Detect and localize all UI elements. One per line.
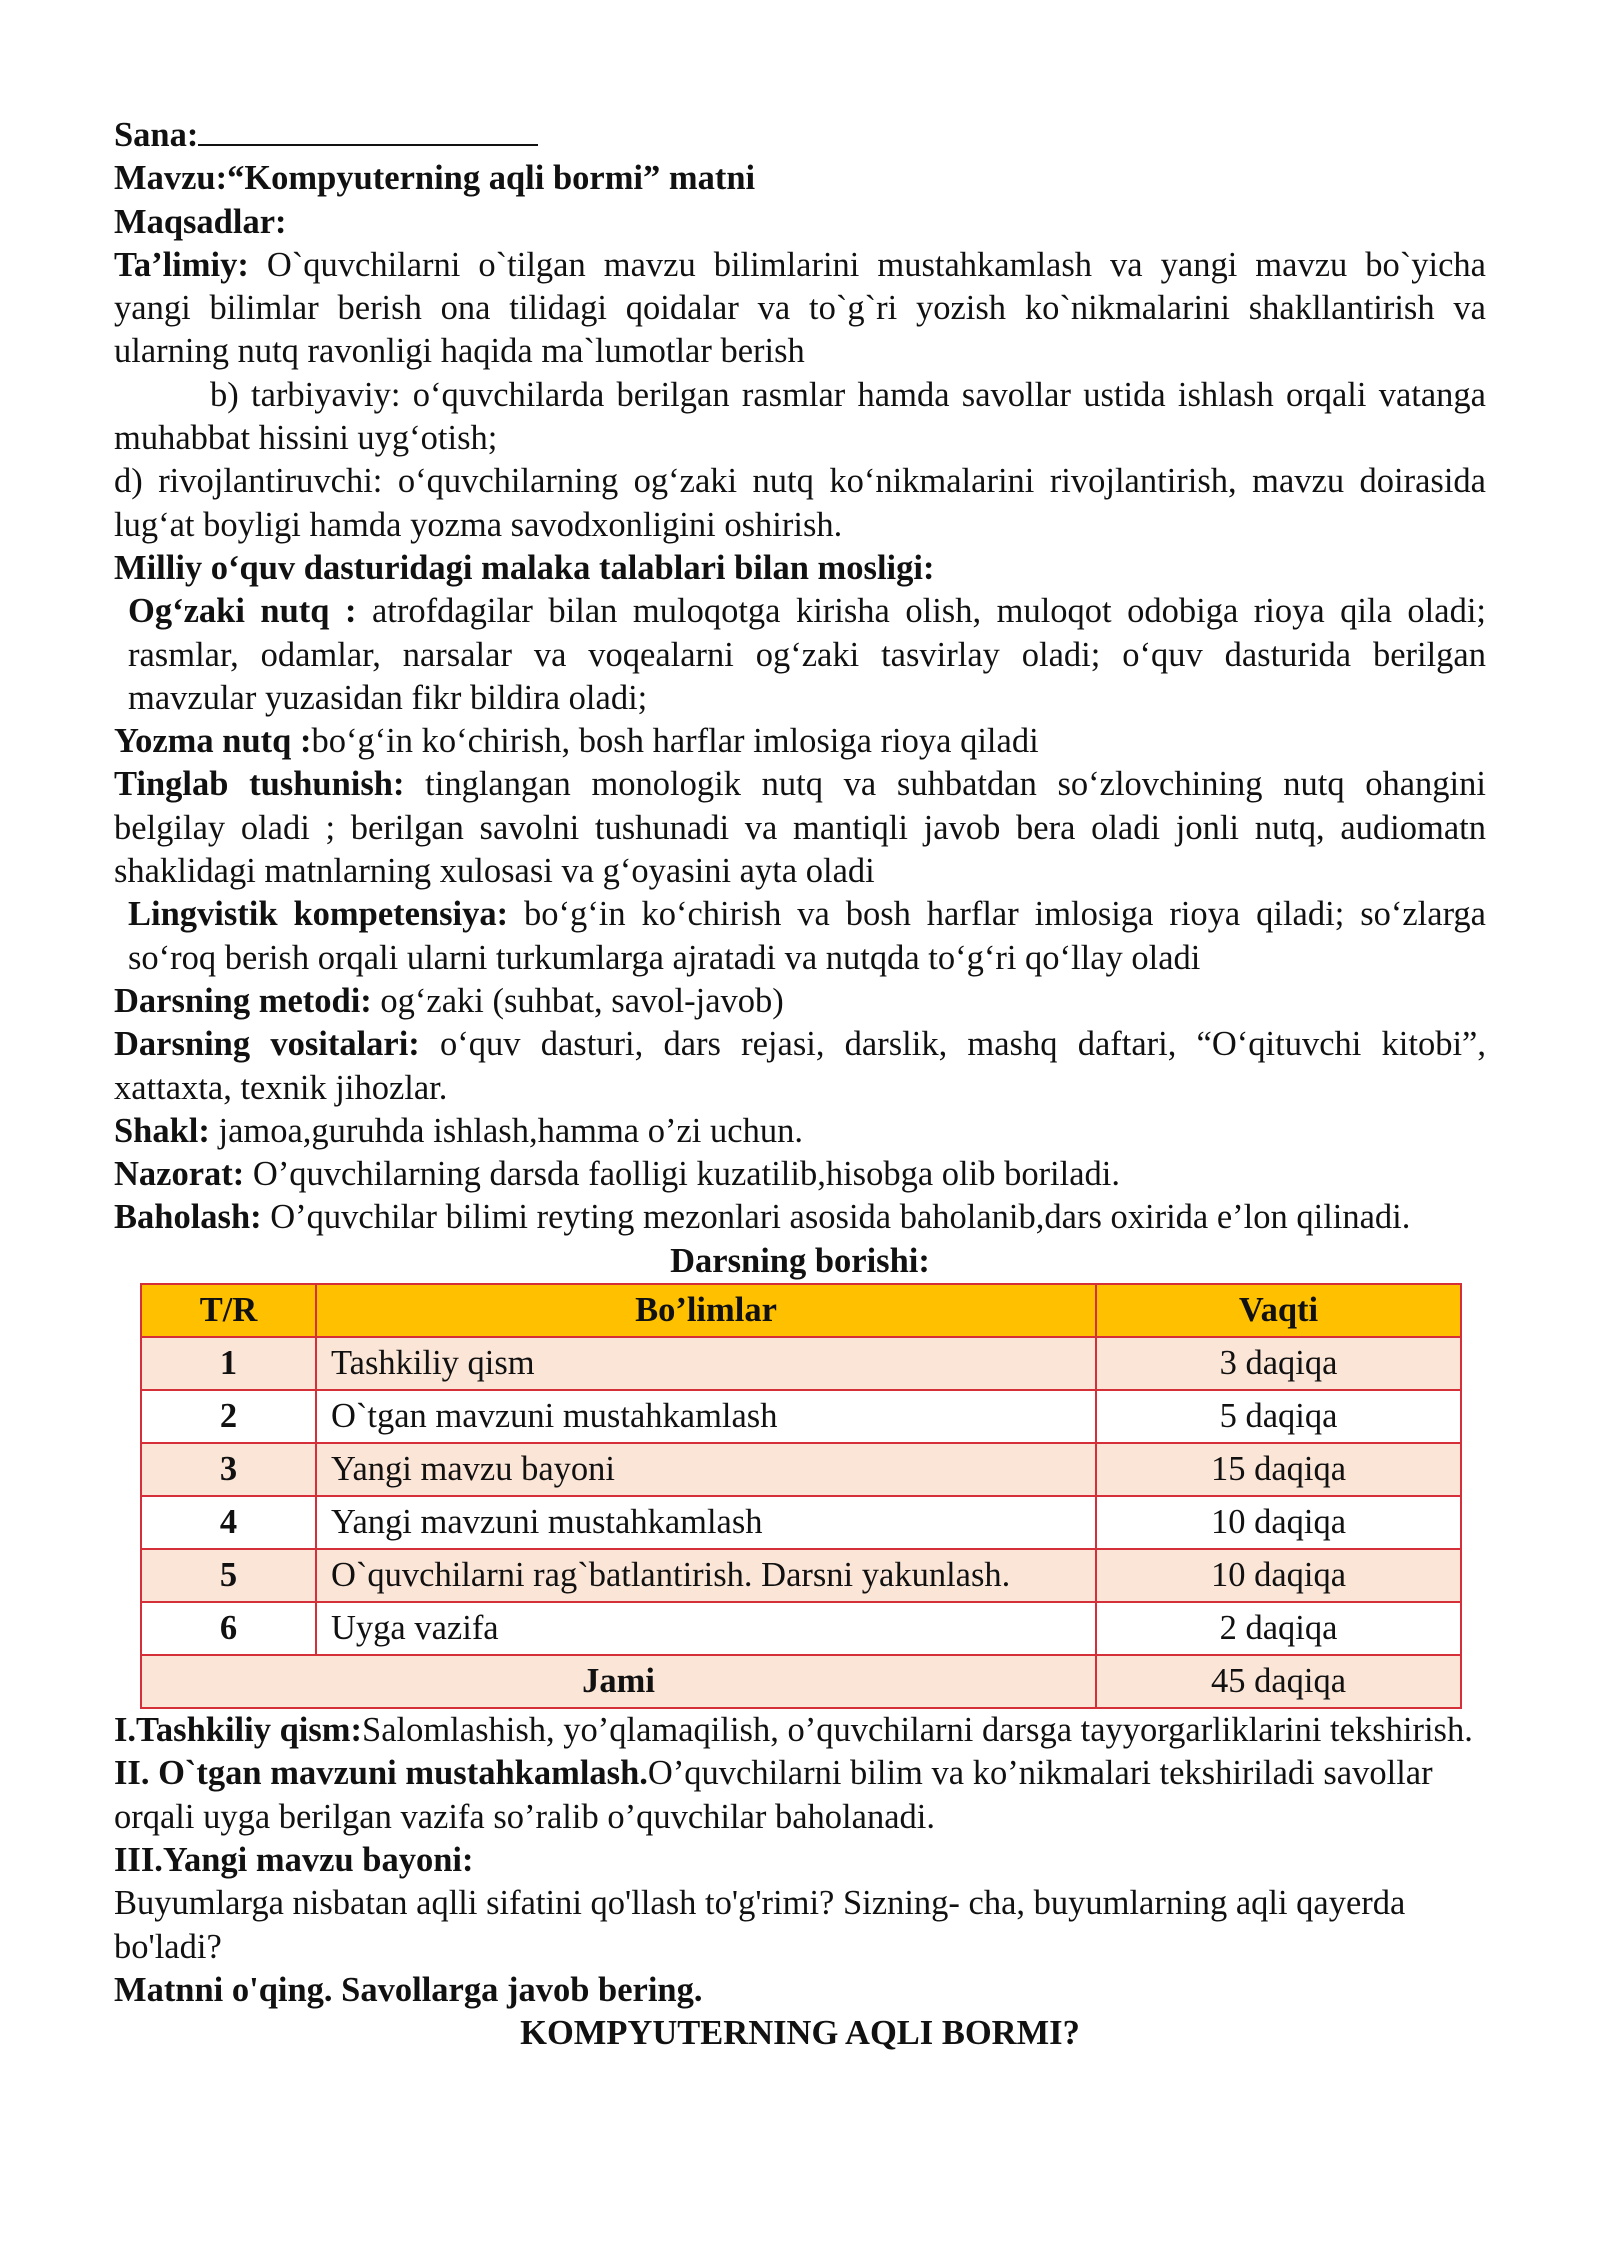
listening-text: tinglangan monologik nutq va suhbatdan so‘zlovchining nutq ohangini belgilay oladi ; berilgan savolni tushunadi va mantiqli javob bera oladi jonli nutq, audiomatn shaklidagi matnlarning xulosasi va g‘oyasini ayta oladi	[114, 765, 1486, 891]
review-part-text: O’quvchilarni bilim va ko’nikmalari tekshiriladi savollar orqali uyga berilgan vazifa so’ralib o’quvchilar baholanadi.	[114, 1754, 1433, 1836]
row-number: 2	[141, 1390, 316, 1443]
row-number: 4	[141, 1496, 316, 1549]
document-page	[114, 112, 1486, 2055]
date-blank	[198, 112, 538, 146]
control-text: O’quvchilarning darsda faolligi kuzatilib,hisobga olib boriladi.	[252, 1155, 1121, 1194]
table-row	[141, 1602, 1461, 1655]
educational-goal	[114, 244, 1486, 374]
form	[114, 1110, 1486, 1153]
linguistic-label: Lingvistik kompetensiya:	[128, 895, 509, 934]
form-text: jamoa,guruhda ishlash,hamma o’zi uchun.	[218, 1111, 803, 1150]
written-speech-text: bo‘g‘in ko‘chirish, bosh harflar imlosiga rioya qiladi	[311, 722, 1039, 761]
date-label: Sana:	[114, 116, 199, 154]
table-row	[141, 1496, 1461, 1549]
organizational-part-label: I.Tashkiliy qism:	[114, 1711, 363, 1750]
date-line	[114, 112, 1486, 157]
table-row	[141, 1337, 1461, 1390]
question-text: Buyumlarga nisbatan aqlli sifatini qo'llash to'g'rimi? Sizning- cha, buyumlarning aqli qayerda bo'ladi?	[114, 1884, 1406, 1966]
total-label: Jami	[141, 1655, 1096, 1708]
row-section: Yangi mavzuni mustahkamlash	[316, 1496, 1096, 1549]
lesson-tools-text: o‘quv dasturi, dars rejasi, darslik, mashq daftari, “O‘qituvchi kitobi”, xattaxta, texnik jihozlar.	[114, 1025, 1486, 1107]
listening	[114, 763, 1486, 893]
developmental-goal: d) rivojlantiruvchi: o‘quvchilarning og‘zaki nutq ko‘nikmalarini rivojlantirish, mavzu doirasida lug‘at boyligi hamda yozma savodxonligini oshirish.	[114, 462, 1486, 544]
instruction: Matnni o'qing. Savollarga javob bering.	[114, 1970, 703, 2009]
table-row	[141, 1549, 1461, 1602]
table-header-number: T/R	[141, 1284, 316, 1337]
organizational-part-text: Salomlashish, yo’qlamaqilish, o’quvchilarni darsga tayyorgarliklarini tekshirish.	[362, 1711, 1473, 1750]
row-section: Tashkiliy qism	[316, 1337, 1096, 1390]
row-number: 5	[141, 1549, 316, 1602]
oral-speech-label: Og‘zaki nutq :	[128, 592, 357, 631]
row-time: 3 daqiqa	[1096, 1337, 1461, 1390]
row-time: 10 daqiqa	[1096, 1549, 1461, 1602]
table-header-sections: Bo’limlar	[316, 1284, 1096, 1337]
row-number: 3	[141, 1443, 316, 1496]
row-number: 1	[141, 1337, 316, 1390]
lesson-method-text: og‘zaki (suhbat, savol-javob)	[380, 981, 784, 1020]
total-time: 45 daqiqa	[1096, 1655, 1461, 1708]
lesson-method	[114, 980, 1486, 1023]
lesson-flow-title: Darsning borishi:	[670, 1241, 930, 1280]
lesson-method-label: Darsning metodi:	[114, 981, 372, 1020]
educational-goal-label: Ta’limiy:	[114, 245, 249, 284]
lesson-plan-table	[140, 1283, 1462, 1709]
table-row	[141, 1390, 1461, 1443]
organizational-part	[114, 1709, 1486, 1752]
row-section: O`tgan mavzuni mustahkamlash	[316, 1390, 1096, 1443]
review-part-label: II. O`tgan mavzuni mustahkamlash.	[114, 1754, 648, 1793]
oral-speech-text: atrofdagilar bilan muloqotga kirisha olish, muloqot odobiga rioya qila oladi; rasmlar, odamlar, narsalar va voqealarni og‘zaki tasvirlay oladi; o‘quv dasturida berilgan mavzular yuzasidan fikr bildira oladi;	[128, 592, 1486, 717]
control-label: Nazorat:	[114, 1155, 245, 1194]
upbringing-goal: b) tarbiyaviy: o‘quvchilarda berilgan rasmlar hamda savollar ustida ishlash orqali vatanga muhabbat hissini uyg‘otish;	[114, 375, 1486, 458]
assessment-label: Baholash:	[114, 1198, 262, 1237]
written-speech-label: Yozma nutq :	[114, 722, 312, 761]
review-part	[114, 1752, 1486, 1839]
lesson-tools-label: Darsning vositalari:	[114, 1025, 420, 1064]
row-time: 10 daqiqa	[1096, 1496, 1461, 1549]
row-section: Uyga vazifa	[316, 1602, 1096, 1655]
table-header-time: Vaqti	[1096, 1284, 1461, 1337]
row-section: O`quvchilarni rag`batlantirish. Darsni yakunlash.	[316, 1549, 1096, 1602]
topic-line	[114, 157, 1486, 200]
linguistic	[114, 893, 1486, 980]
new-topic-heading: III.Yangi mavzu bayoni:	[114, 1840, 474, 1879]
table-total-row	[141, 1655, 1461, 1708]
assessment	[114, 1196, 1486, 1239]
table-row	[141, 1443, 1461, 1496]
topic-text: “Kompyuterning aqli bormi” matni	[227, 159, 756, 198]
linguistic-text: bo‘g‘in ko‘chirish va bosh harflar imlosiga rioya qiladi; so‘zlarga so‘roq berish orqali ularni turkumlarga ajratadi va nutqda to‘g‘ri qo‘llay oladi	[128, 895, 1486, 977]
row-section: Yangi mavzu bayoni	[316, 1443, 1096, 1496]
educational-goal-text: O`quvchilarni o`tilgan mavzu bilimlarini mustahkamlash va yangi mavzu bo`yicha yangi bilimlar berish ona tilidagi qoidalar va to`g`ri yozish ko`nikmalarini shakllantirish va ularning nutq ravonligi haqida ma`lumotlar berish	[114, 245, 1486, 371]
row-time: 2 daqiqa	[1096, 1602, 1461, 1655]
goals-heading: Maqsadlar:	[114, 202, 287, 241]
listening-label: Tinglab tushunish:	[114, 765, 405, 804]
written-speech	[114, 720, 1486, 763]
topic-label: Mavzu:	[114, 159, 228, 198]
row-time: 5 daqiqa	[1096, 1390, 1461, 1443]
assessment-text: O’quvchilar bilimi reyting mezonlari asosida baholanib,dars oxirida e’lon qilinadi.	[270, 1198, 1411, 1237]
control	[114, 1153, 1486, 1196]
table-header-row	[141, 1284, 1461, 1337]
text-title: KOMPYUTERNING AQLI BORMI?	[520, 2014, 1080, 2053]
oral-speech	[114, 590, 1486, 720]
row-time: 15 daqiqa	[1096, 1443, 1461, 1496]
row-number: 6	[141, 1602, 316, 1655]
form-label: Shakl:	[114, 1111, 210, 1150]
competency-heading: Milliy o‘quv dasturidagi malaka talablari bilan mosligi:	[114, 548, 935, 587]
lesson-tools	[114, 1023, 1486, 1110]
